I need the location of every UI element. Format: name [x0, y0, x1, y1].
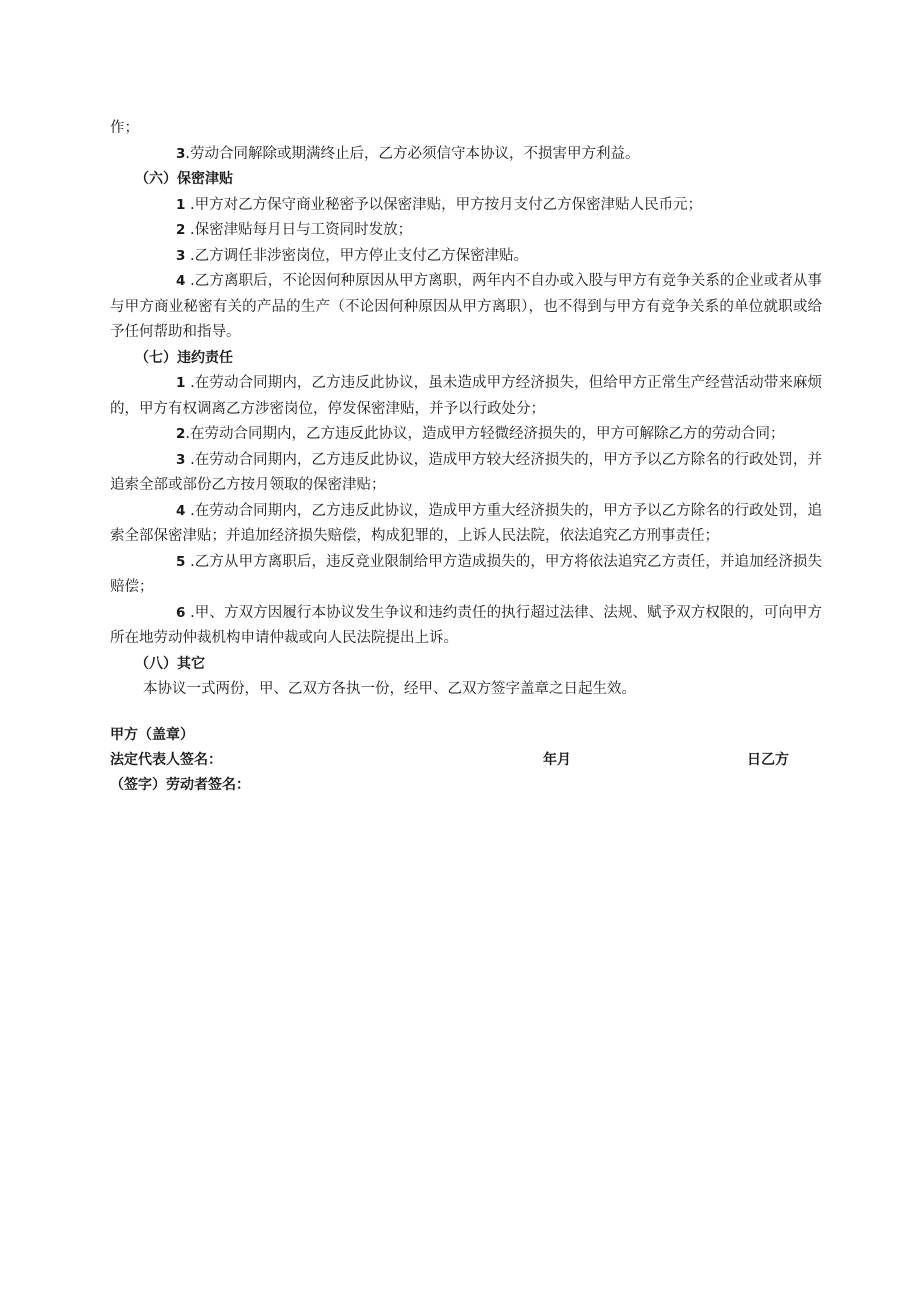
clause-number: 3 [176, 247, 186, 264]
clause-number: 1 [176, 375, 186, 391]
clause-number: 3 [176, 451, 186, 468]
signature-block [110, 723, 822, 798]
clause-number: 6 [176, 604, 186, 621]
clause-item [110, 218, 822, 244]
clause-text: .乙方离职后，不论因何种原因从甲方离职，两年内不自办或入股与甲方有竞争关系的企业或者从事与甲方商业秘密有关的产品的生产（不论因何种原因从甲方离职），也不得到与甲方有竞争关系的单位就职或给予任何帮助和指导。 [110, 273, 823, 340]
clause-item [110, 142, 822, 168]
clause-number: 1 [176, 196, 186, 213]
section-heading-8: （八）其它 [135, 655, 205, 672]
clause-item [110, 244, 822, 270]
worker-signature-label: （签字）劳动者签名： [110, 776, 250, 793]
clause-number: 2 [176, 426, 186, 442]
day-party-b-label: 日乙方 [747, 751, 789, 768]
clause-item [110, 499, 822, 550]
clause-number: 4 [176, 502, 186, 519]
clause-text: .在劳动合同期内，乙方违反此协议，造成甲方轻微经济损失的，甲方可解除乙方的劳动合同； [185, 426, 785, 442]
clause-text: .甲、方双方因履行本协议发生争议和违约责任的执行超过法律、法规、赋予双方权限的，可向甲方所在地劳动仲裁机构申请仲裁或向人民法院提出上诉。 [110, 604, 823, 646]
closing-paragraph: 本协议一式两份，甲、乙双方各执一份，经甲、乙双方签字盖章之日起生效。 [143, 681, 636, 697]
clause-item [110, 193, 822, 219]
clause-text: .保密津贴每月日与工资同时发放； [190, 222, 413, 238]
party-a-seal [110, 723, 822, 748]
clause-text: .在劳动合同期内，乙方违反此协议，造成甲方较大经济损失的，甲方予以乙方除名的行政处罚，并追索全部或部份乙方按月领取的保密津贴； [110, 451, 823, 493]
clause-text: .在劳动合同期内，乙方违反此协议，虽未造成甲方经济损失，但给甲方正常生产经营活动带来麻烦的，甲方有权调离乙方涉密岗位，停发保密津贴，并予以行政处分； [110, 375, 823, 417]
clause-number: 2 [176, 222, 186, 238]
party-a-label: 甲方（盖章） [110, 726, 194, 743]
clause-text: .乙方调任非涉密岗位，甲方停止支付乙方保密津贴。 [190, 247, 529, 264]
worker-signature-line [110, 773, 822, 798]
agreement-body [110, 116, 822, 798]
section-heading-6: （六）保密津贴 [135, 171, 233, 187]
clause-item [110, 422, 822, 448]
legal-rep-label: 法定代表人签名： [110, 751, 222, 768]
clause-number: 4 [176, 273, 186, 289]
clause-item [110, 601, 822, 652]
clause-item [110, 269, 822, 346]
clause-text: .乙方从甲方离职后，违反竞业限制给甲方造成损失的，甲方将依法追究乙方责任，并追加经济损失赔偿； [110, 553, 823, 595]
section-heading-7: （七）违约责任 [135, 349, 233, 366]
spacer [110, 703, 822, 723]
clause-item [110, 448, 822, 499]
continuation-text: 作； [110, 120, 139, 136]
clause-item [110, 550, 822, 601]
clause-text: .在劳动合同期内，乙方违反此协议，造成甲方重大经济损失的，甲方予以乙方除名的行政处罚，追索全部保密津贴；并追加经济损失赔偿，构成犯罪的，上诉人民法院，依法追究乙方刑事责任； [110, 502, 823, 544]
clause-text: .劳动合同解除或期满终止后，乙方必须信守本协议，不损害甲方利益。 [185, 145, 640, 162]
clause-text: .甲方对乙方保守商业秘密予以保密津贴，甲方按月支付乙方保密津贴人民币元； [190, 196, 703, 213]
legal-rep-line [110, 748, 822, 773]
clause-number: 5 [176, 553, 186, 570]
year-month-label: 年月 [543, 751, 571, 768]
clause-number: 3 [176, 145, 186, 162]
clause-item [110, 371, 822, 422]
